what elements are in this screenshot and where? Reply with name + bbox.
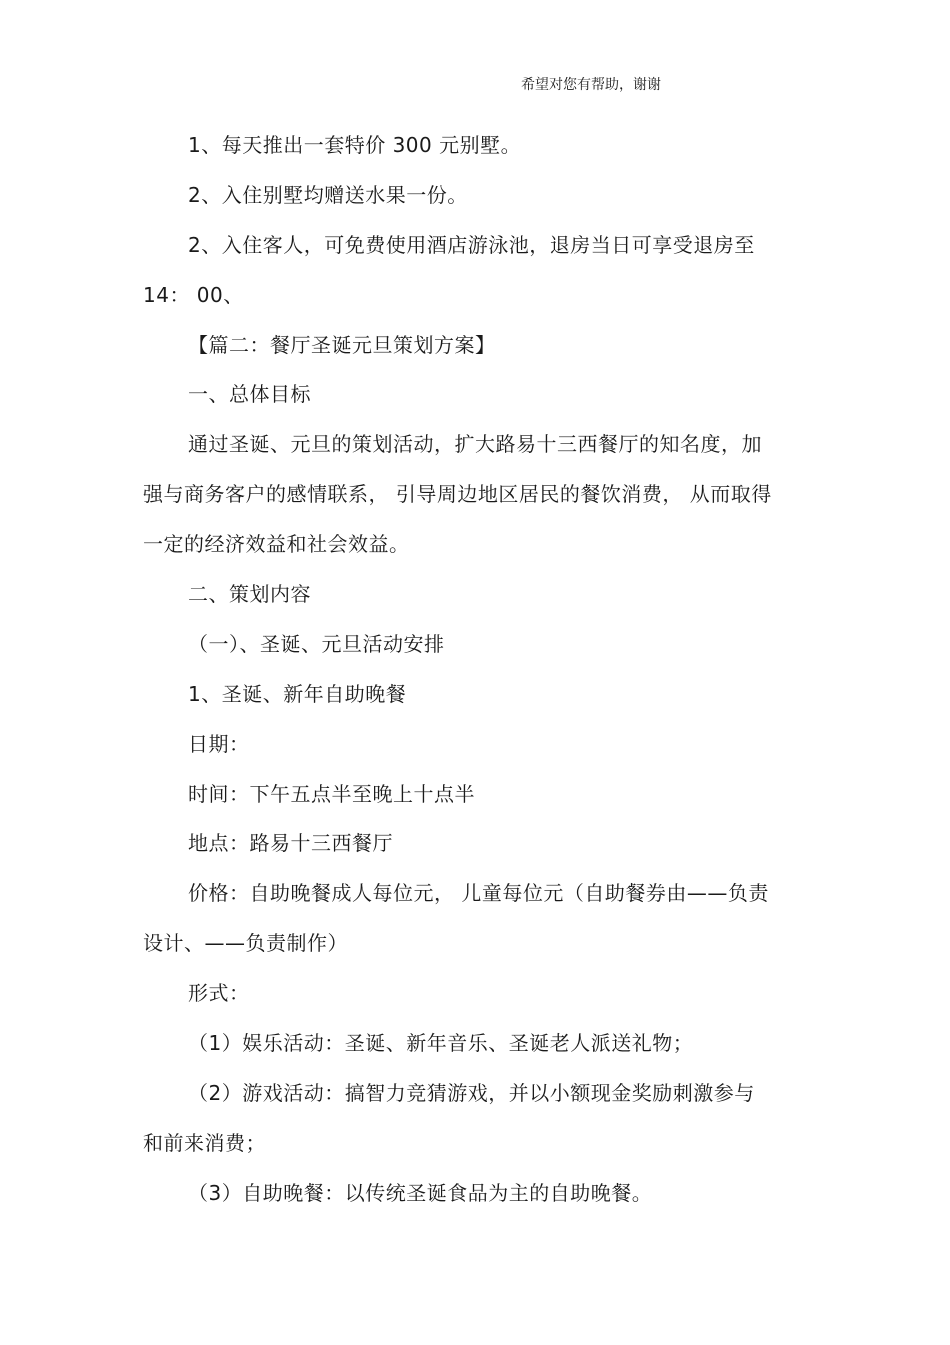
section-title: 【篇二：餐厅圣诞元旦策划方案】	[188, 333, 496, 357]
offer-line-1: 1、每天推出一套特价 300 元别墅。	[188, 133, 522, 157]
field-price-line-1: 价格：自助晚餐成人每位元， 儿童每位元（自助餐券由——负责	[188, 881, 769, 905]
goal-paragraph-line-1: 通过圣诞、元旦的策划活动，扩大路易十三西餐厅的知名度，加	[188, 432, 762, 456]
format-item-entertainment: （1）娱乐活动：圣诞、新年音乐、圣诞老人派送礼物；	[188, 1031, 694, 1055]
field-format: 形式：	[188, 981, 250, 1005]
offer-line-3-continued: 14： 00、	[143, 283, 244, 307]
field-date: 日期：	[188, 732, 250, 756]
item-buffet-dinner: 1、圣诞、新年自助晚餐	[188, 682, 407, 706]
field-price-line-2: 设计、——负责制作）	[143, 931, 348, 955]
format-item-games-line-2: 和前来消费；	[143, 1131, 266, 1155]
field-time: 时间：下午五点半至晚上十点半	[188, 782, 475, 806]
format-item-games-line-1: （2）游戏活动：搞智力竞猜游戏，并以小额现金奖励刺激参与	[188, 1081, 755, 1105]
heading-overall-goal: 一、总体目标	[188, 382, 311, 406]
offer-line-3: 2、入住客人，可免费使用酒店游泳池，退房当日可享受退房至	[188, 233, 755, 257]
goal-paragraph-line-3: 一定的经济效益和社会效益。	[143, 532, 410, 556]
format-item-buffet: （3）自助晚餐：以传统圣诞食品为主的自助晚餐。	[188, 1181, 653, 1205]
subheading-activity-arrangement: （一）、圣诞、元旦活动安排	[188, 632, 445, 656]
page-header-note: 希望对您有帮助，谢谢	[521, 77, 661, 93]
field-location: 地点：路易十三西餐厅	[188, 831, 393, 855]
goal-paragraph-line-2: 强与商务客户的感情联系， 引导周边地区居民的餐饮消费， 从而取得	[143, 482, 772, 506]
offer-line-2: 2、入住别墅均赠送水果一份。	[188, 183, 468, 207]
heading-plan-content: 二、策划内容	[188, 582, 311, 606]
